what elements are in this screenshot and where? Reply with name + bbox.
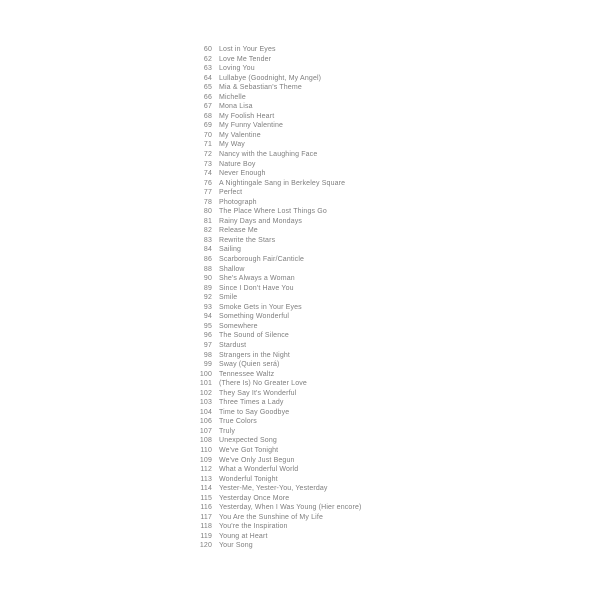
song-page-number: 116: [200, 504, 212, 512]
song-title: They Say It's Wonderful: [219, 389, 297, 397]
song-title: Strangers in the Night: [219, 351, 291, 359]
song-index-list: [0, 45, 600, 551]
song-index-entry: [0, 322, 600, 332]
song-title: Mona Lisa: [219, 103, 253, 111]
song-title: A Nightingale Sang in Berkeley Square: [219, 179, 346, 187]
song-page-number: 86: [203, 256, 212, 264]
song-title: Unexpected Song: [219, 437, 277, 445]
song-index-entry: [0, 494, 600, 504]
song-title: The Sound of Silence: [219, 332, 289, 340]
song-index-entry: [0, 475, 600, 485]
song-page-number: 68: [203, 112, 212, 120]
song-page-number: 90: [203, 275, 212, 283]
song-page-number: 66: [203, 93, 212, 101]
song-title: Never Enough: [219, 170, 266, 178]
song-index-entry: [0, 436, 600, 446]
song-page-number: 80: [203, 208, 212, 216]
song-title: Scarborough Fair/Canticle: [219, 256, 305, 264]
song-title: Release Me: [219, 227, 258, 235]
song-title: Your Song: [219, 542, 253, 550]
song-title: Photograph: [219, 198, 257, 206]
song-page-number: 94: [203, 313, 212, 321]
song-title: Nature Boy: [219, 160, 256, 168]
song-title: We've Got Tonight: [219, 446, 279, 454]
song-index-entry: [0, 484, 600, 494]
song-title: Lullabye (Goodnight, My Angel): [219, 74, 322, 82]
song-index-entry: [0, 112, 600, 122]
song-title: Shallow: [219, 265, 245, 273]
song-page-number: 69: [203, 122, 212, 130]
song-page-number: 117: [200, 513, 212, 521]
song-index-entry: [0, 45, 600, 55]
song-page-number: 107: [199, 427, 212, 435]
song-page-number: 81: [203, 217, 212, 225]
song-title: Stardust: [219, 341, 247, 349]
song-title: Perfect: [219, 189, 243, 197]
song-title: My Funny Valentine: [219, 122, 284, 130]
song-page-number: 119: [200, 532, 212, 540]
song-index-entry: [0, 55, 600, 65]
song-page-number: 77: [203, 189, 212, 197]
song-page-number: 112: [200, 466, 212, 474]
song-page-number: 98: [203, 351, 212, 359]
song-index-entry: [0, 417, 600, 427]
song-title: We've Only Just Begun: [219, 456, 295, 464]
song-title: Rainy Days and Mondays: [219, 217, 303, 225]
song-page-number: 95: [203, 322, 212, 330]
song-page-number: 106: [199, 418, 212, 426]
song-index-entry: [0, 121, 600, 131]
song-page-number: 103: [199, 399, 212, 407]
song-title: The Place Where Lost Things Go: [219, 208, 327, 216]
song-title: Mia & Sebastian's Theme: [219, 84, 302, 92]
song-title: (There Is) No Greater Love: [219, 380, 307, 388]
song-index-entry: [0, 150, 600, 160]
song-index-entry: [0, 198, 600, 208]
song-index-entry: [0, 102, 600, 112]
song-index-entry: [0, 83, 600, 93]
song-index-entry: [0, 160, 600, 170]
song-page-number: 83: [203, 236, 212, 244]
song-page-number: 104: [199, 408, 212, 416]
song-title: Yesterday, When I Was Young (Hier encore): [219, 504, 362, 512]
song-page-number: 62: [203, 55, 212, 63]
song-title: Yester-Me, Yester-You, Yesterday: [219, 485, 328, 493]
song-title: Nancy with the Laughing Face: [219, 151, 318, 159]
song-title: My Foolish Heart: [219, 112, 275, 120]
song-page-number: 110: [200, 446, 212, 454]
song-title: Sailing: [219, 246, 242, 254]
song-title: Love Me Tender: [219, 55, 272, 63]
song-title: What a Wonderful World: [219, 466, 299, 474]
song-page-number: 99: [203, 361, 212, 369]
song-index-entry: [0, 131, 600, 141]
song-title: Rewrite the Stars: [219, 236, 276, 244]
song-page-number: 76: [203, 179, 212, 187]
song-index-entry: [0, 179, 600, 189]
song-page-number: 113: [200, 475, 212, 483]
song-title: Truly: [219, 427, 236, 435]
song-index-entry: [0, 379, 600, 389]
song-index-entry: [0, 207, 600, 217]
song-page-number: 109: [199, 456, 212, 464]
song-page-number: 82: [203, 227, 212, 235]
song-page-number: 115: [200, 494, 212, 502]
song-title: Smoke Gets in Your Eyes: [219, 303, 302, 311]
song-page-number: 64: [203, 74, 212, 82]
song-title: Loving You: [219, 65, 255, 73]
song-page-number: 67: [203, 103, 212, 111]
song-page-number: 70: [203, 131, 212, 139]
song-title: Yesterday Once More: [219, 494, 290, 502]
song-title: You're the Inspiration: [219, 523, 288, 531]
song-index-entry: [0, 312, 600, 322]
song-page-number: 97: [203, 341, 212, 349]
song-index-entry: [0, 74, 600, 84]
song-page-number: 72: [203, 151, 212, 159]
song-title: She's Always a Woman: [219, 275, 295, 283]
song-index-entry: [0, 303, 600, 313]
song-index-entry: [0, 169, 600, 179]
song-page-number: 101: [199, 380, 212, 388]
song-index-entry: [0, 293, 600, 303]
song-title: Since I Don't Have You: [219, 284, 294, 292]
song-index-entry: [0, 541, 600, 551]
song-index-entry: [0, 408, 600, 418]
song-index-entry: [0, 245, 600, 255]
song-title: Time to Say Goodbye: [219, 408, 290, 416]
song-page-number: 63: [203, 65, 212, 73]
song-index-entry: [0, 93, 600, 103]
song-page-number: 108: [199, 437, 212, 445]
song-index-entry: [0, 370, 600, 380]
song-index-entry: [0, 331, 600, 341]
song-title: Tennessee Waltz: [219, 370, 275, 378]
song-index-entry: [0, 351, 600, 361]
song-index-entry: [0, 503, 600, 513]
song-page-number: 65: [203, 84, 212, 92]
song-index-entry: [0, 217, 600, 227]
song-title: Smile: [219, 294, 238, 302]
song-title: Wonderful Tonight: [219, 475, 278, 483]
song-index-entry: [0, 446, 600, 456]
song-index-entry: [0, 427, 600, 437]
song-index-entry: [0, 522, 600, 532]
song-page-number: 88: [203, 265, 212, 273]
song-page-number: 71: [203, 141, 212, 149]
song-page-number: 93: [203, 303, 212, 311]
song-title: Lost in Your Eyes: [219, 46, 276, 53]
song-title: Michelle: [219, 93, 246, 101]
song-page-number: 74: [203, 170, 212, 178]
song-title: Sway (Quien será): [219, 361, 280, 369]
song-title: My Valentine: [219, 131, 261, 139]
song-index-entry: [0, 532, 600, 542]
song-page-number: 84: [203, 246, 212, 254]
song-title: You Are the Sunshine of My Life: [219, 513, 324, 521]
song-index-entry: [0, 341, 600, 351]
song-page-number: 102: [199, 389, 212, 397]
song-page-number: 96: [203, 332, 212, 340]
song-title: True Colors: [219, 418, 257, 426]
song-index-entry: [0, 389, 600, 399]
song-index-entry: [0, 255, 600, 265]
song-title: Somewhere: [219, 322, 258, 330]
song-index-entry: [0, 456, 600, 466]
song-page-number: 118: [200, 523, 212, 531]
song-index-entry: [0, 140, 600, 150]
song-title: Something Wonderful: [219, 313, 290, 321]
song-page-number: 92: [203, 294, 212, 302]
song-index-entry: [0, 188, 600, 198]
song-page-number: 120: [199, 542, 212, 550]
song-index-entry: [0, 284, 600, 294]
song-index-entry: [0, 64, 600, 74]
song-page-number: 114: [200, 485, 212, 493]
song-title: My Way: [219, 141, 245, 149]
song-page-number: 89: [203, 284, 212, 292]
song-title: Young at Heart: [219, 532, 268, 540]
song-title: Three Times a Lady: [219, 399, 284, 407]
song-index-entry: [0, 360, 600, 370]
song-index-entry: [0, 226, 600, 236]
song-page-number: 73: [203, 160, 212, 168]
song-index-entry: [0, 465, 600, 475]
song-index-entry: [0, 398, 600, 408]
song-page-number: 60: [203, 46, 212, 53]
song-index-entry: [0, 274, 600, 284]
song-index-entry: [0, 236, 600, 246]
song-page-number: 78: [203, 198, 212, 206]
song-page-number: 100: [199, 370, 212, 378]
song-index-entry: [0, 513, 600, 523]
song-index-entry: [0, 265, 600, 275]
